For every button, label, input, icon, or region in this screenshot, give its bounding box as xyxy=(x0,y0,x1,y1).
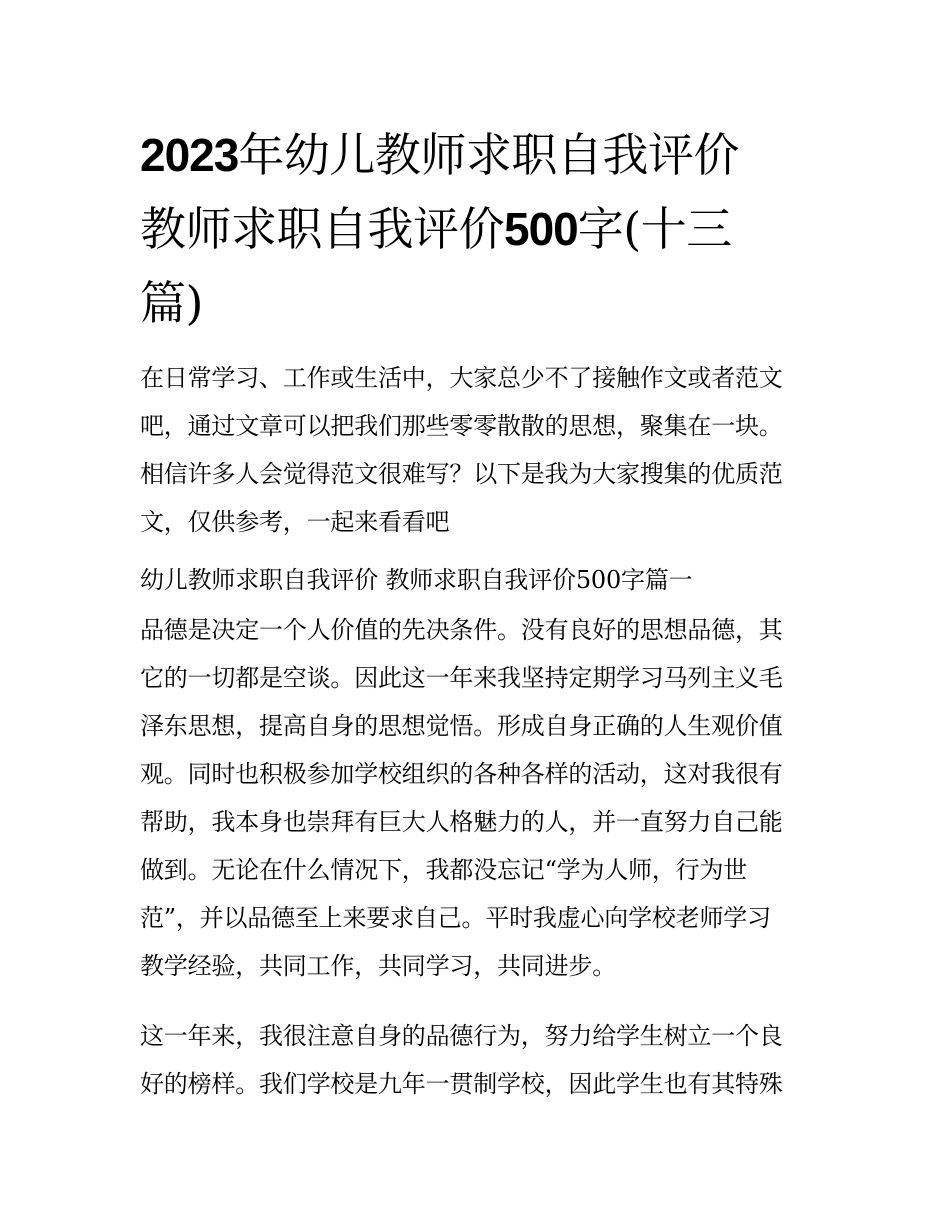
section-heading-text: 幼儿教师求职自我评价 教师求职自我评价500字篇一 xyxy=(140,566,693,594)
title-line-3 xyxy=(140,266,820,340)
title-text: 字(十三 xyxy=(577,202,732,256)
title-line-1 xyxy=(140,118,820,192)
text-line: 做到。无论在什么情况下，我都没忘记“学为人师，行为世 xyxy=(140,856,748,884)
title-year: 2023 xyxy=(140,129,239,181)
text-line: 相信许多人会觉得范文很难写？以下是我为大家搜集的优质范 xyxy=(140,460,783,488)
title-text: 年幼儿教师求职自我评价 xyxy=(238,128,739,182)
title-text: 教师求职自我评价 xyxy=(140,202,504,256)
title-line-2 xyxy=(140,192,820,266)
paragraph-1 xyxy=(140,606,830,990)
section-heading xyxy=(140,558,830,602)
text-line: 好的榜样。我们学校是九年一贯制学校，因此学生也有其特殊 xyxy=(140,1070,783,1098)
text-line: 它的一切都是空谈。因此这一年来我坚持定期学习马列主义毛 xyxy=(140,664,783,692)
document-title xyxy=(140,118,820,340)
text-line: 在日常学习、工作或生活中，大家总少不了接触作文或者范文 xyxy=(140,364,783,392)
title-text: 篇) xyxy=(140,276,203,330)
text-line: 观。同时也积极参加学校组织的各种各样的活动，这对我很有 xyxy=(140,760,783,788)
paragraph-2 xyxy=(140,1012,830,1108)
text-line: 泽东思想，提高自身的思想觉悟。形成自身正确的人生观价值 xyxy=(140,712,783,740)
text-line: 帮助，我本身也崇拜有巨大人格魅力的人，并一直努力自己能 xyxy=(140,808,783,836)
text-line: 教学经验，共同工作，共同学习，共同进步。 xyxy=(140,952,616,980)
text-line: 文，仅供参考，一起来看看吧 xyxy=(140,508,450,536)
text-line: 品德是决定一个人价值的先决条件。没有良好的思想品德，其 xyxy=(140,616,783,644)
text-line: 这一年来，我很注意自身的品德行为，努力给学生树立一个良 xyxy=(140,1022,783,1050)
text-line: 范”，并以品德至上来要求自己。平时我虚心向学校老师学习 xyxy=(140,904,771,932)
text-line: 吧，通过文章可以把我们那些零零散散的思想，聚集在一块。 xyxy=(140,412,783,440)
intro-paragraph xyxy=(140,354,830,546)
title-word-count: 500 xyxy=(504,203,578,255)
